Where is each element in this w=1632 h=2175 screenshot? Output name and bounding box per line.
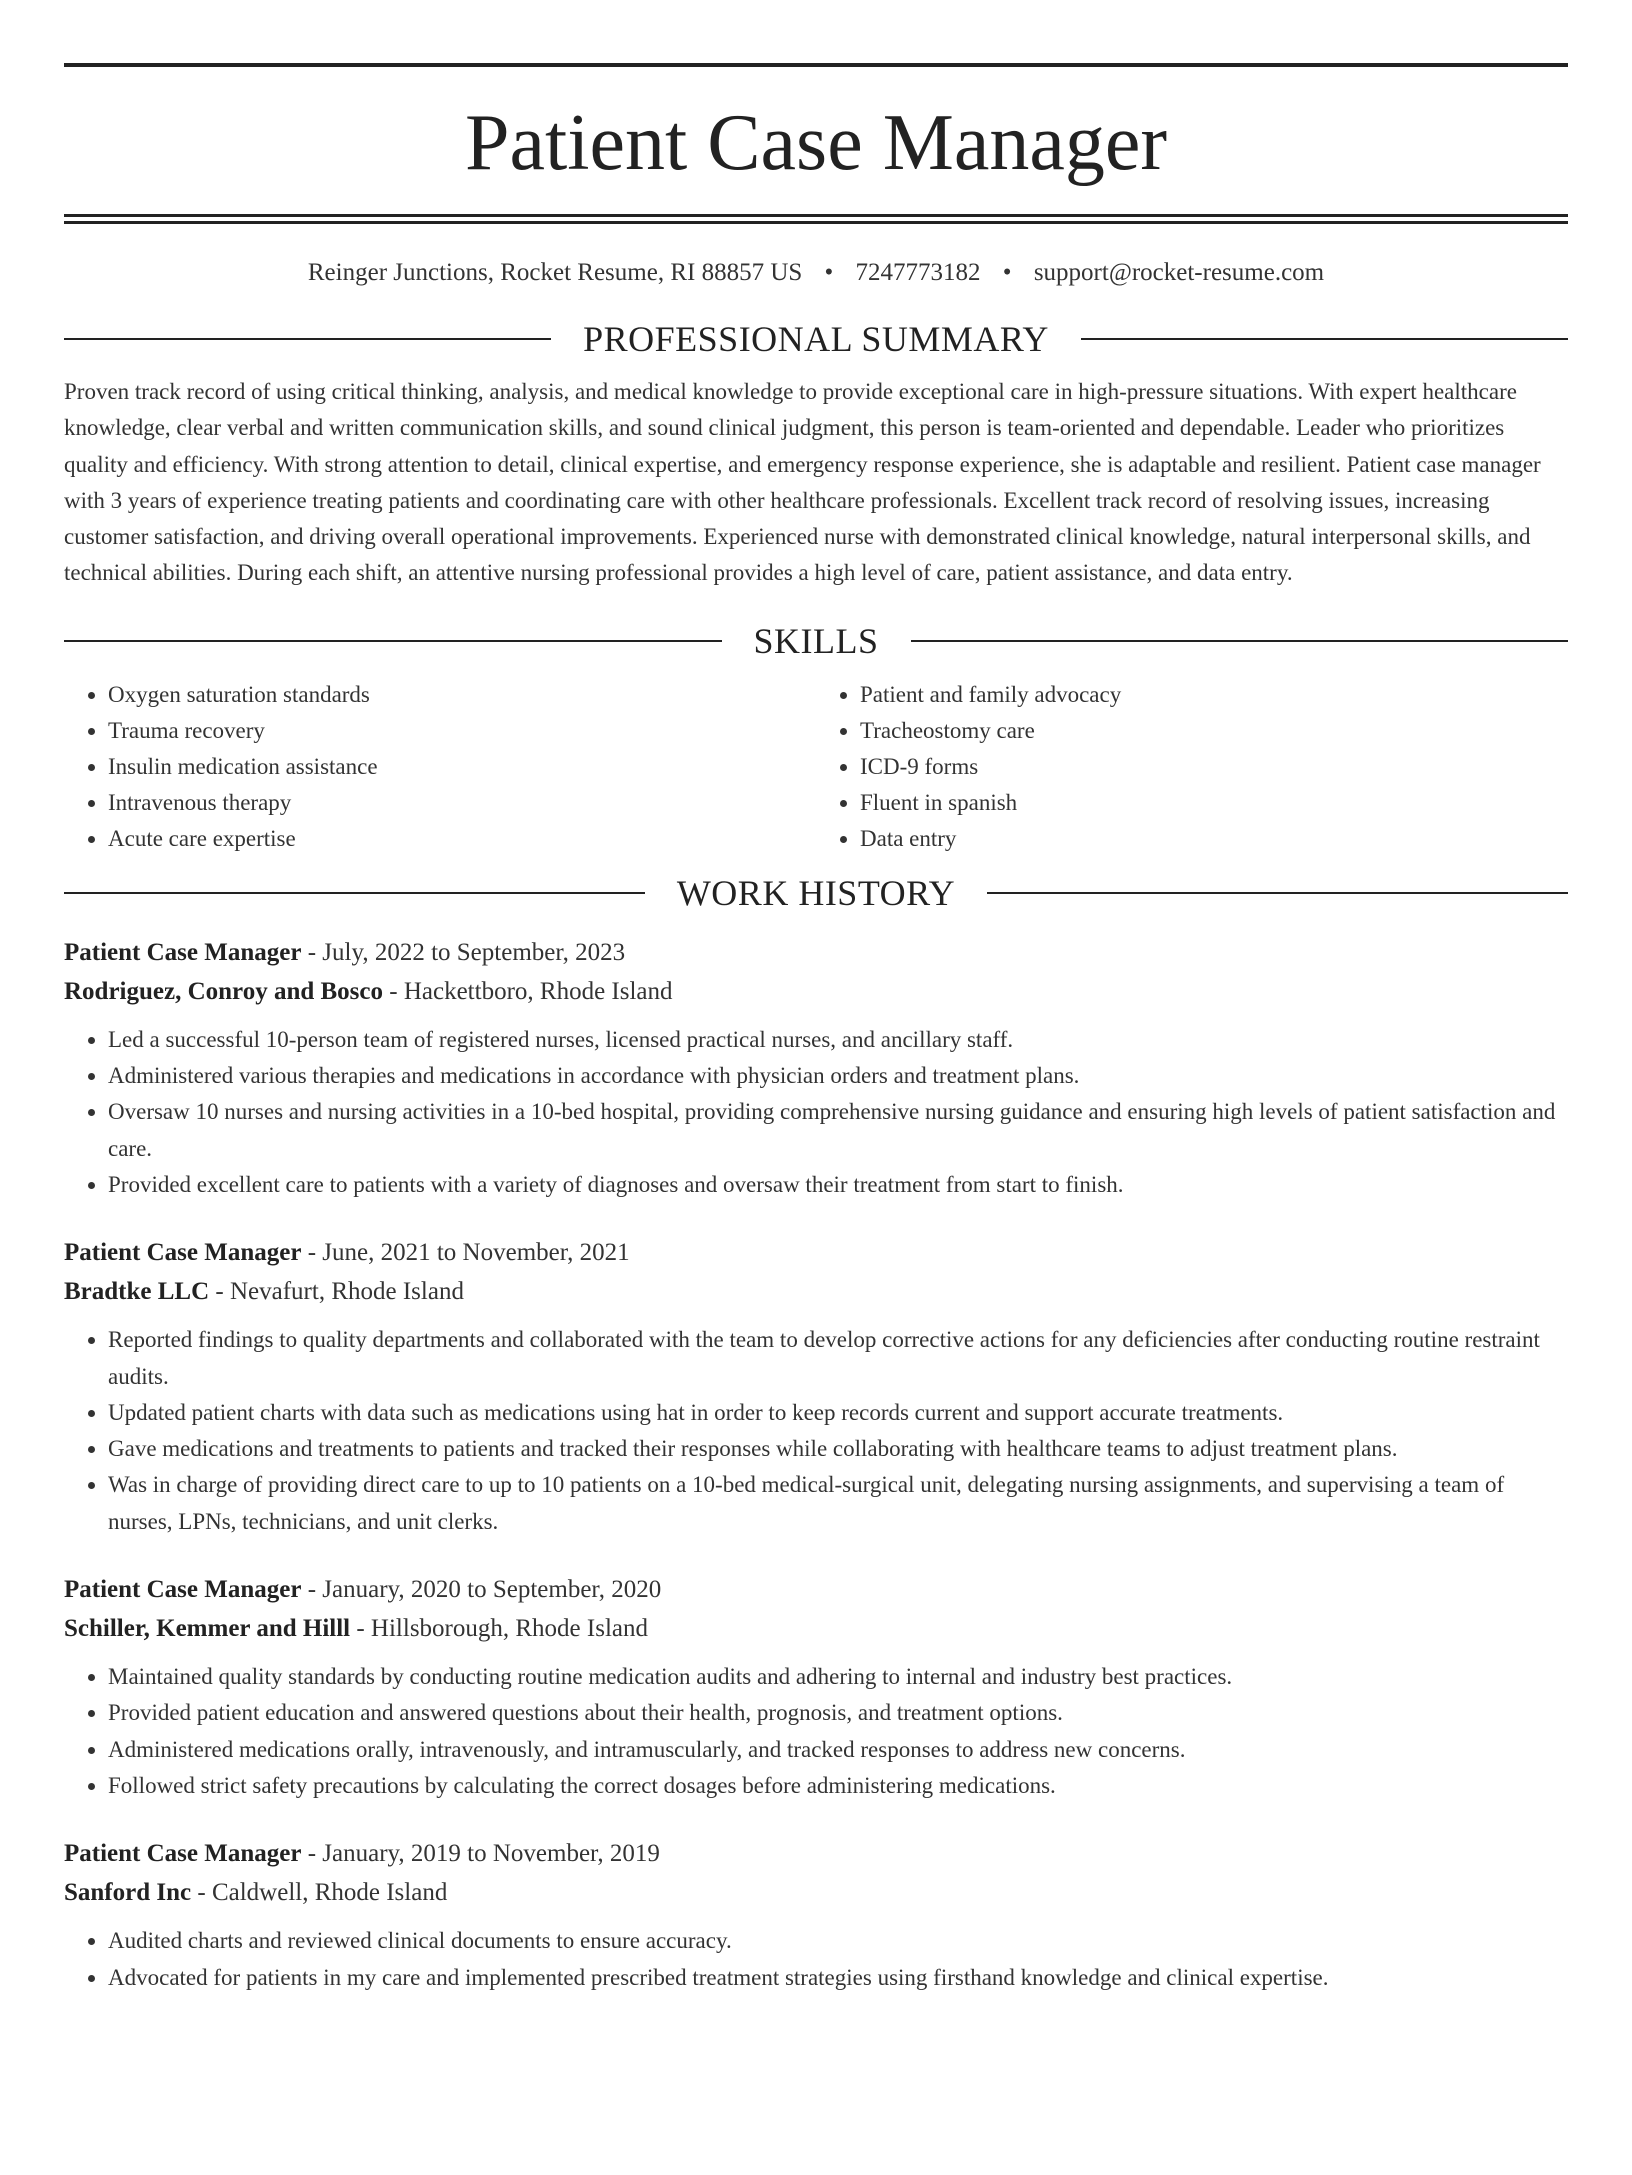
skill-item: • Fluent in spanish: [860, 785, 1568, 821]
skills-heading-title: SKILLS: [753, 620, 879, 661]
summary-heading-title: PROFESSIONAL SUMMARY: [583, 319, 1049, 359]
job-company-line: [64, 1272, 1568, 1311]
skill-item: • ICD-9 forms: [860, 749, 1568, 785]
heading-rule-right: [987, 892, 1568, 894]
job-dates: - January, 2020 to September, 2020: [301, 1576, 662, 1604]
heading-rule-right: [911, 640, 1569, 642]
contact-separator: •: [1002, 259, 1012, 286]
duty-item: • Reported findings to quality departments and collaborated with the team to develop corrective actions for any deficiencies after conducting routine restraint audits.: [108, 1322, 1568, 1395]
duty-item: • Administered various therapies and medications in accordance with physician orders and treatment plans.: [108, 1058, 1568, 1094]
skill-item: • Tracheostomy care: [860, 713, 1568, 749]
duty-item: • Updated patient charts with data such as medications using hat in order to keep records current and support accurate treatments.: [108, 1395, 1568, 1431]
job-dates: - June, 2021 to November, 2021: [301, 1239, 630, 1267]
duty-item: • Provided excellent care to patients with a variety of diagnoses and oversaw their treatment from start to finish.: [108, 1167, 1568, 1203]
contact-email[interactable]: support@rocket-resume.com: [1033, 259, 1325, 286]
job-title-line: [64, 933, 1568, 972]
job-company-line: [64, 972, 1568, 1011]
heading-rule-left: [64, 640, 722, 642]
job-duties: [64, 1022, 1568, 1203]
heading-rule-right: [1081, 338, 1568, 340]
job-duties: [64, 1923, 1568, 1996]
skills-heading: [64, 621, 1568, 661]
job-entry: [64, 1570, 1568, 1804]
duty-item: • Provided patient education and answered questions about their health, prognosis, and treatment options.: [108, 1695, 1568, 1731]
skills-column-left: [64, 677, 816, 857]
job-title-line: [64, 1233, 1568, 1272]
skill-item: • Acute care expertise: [108, 821, 816, 857]
duty-item: • Led a successful 10-person team of registered nurses, licensed practical nurses, and ancillary staff.: [108, 1022, 1568, 1058]
job-location: - Caldwell, Rhode Island: [191, 1879, 448, 1907]
job-title: Patient Case Manager: [64, 938, 302, 966]
duty-item: • Followed strict safety precautions by calculating the correct dosages before administering medications.: [108, 1768, 1568, 1804]
skill-item: • Insulin medication assistance: [108, 749, 816, 785]
job-dates: - July, 2022 to September, 2023: [301, 938, 626, 966]
duty-item: • Administered medications orally, intravenously, and intramuscularly, and tracked responses to address new concerns.: [108, 1732, 1568, 1768]
duty-item: • Oversaw 10 nurses and nursing activities in a 10-bed hospital, providing comprehensive nursing guidance and ensuring high levels of patient satisfaction and care.: [108, 1094, 1568, 1167]
job-company: Rodriguez, Conroy and Bosco: [64, 977, 384, 1005]
contact-line: [64, 257, 1568, 289]
job-company-line: [64, 1873, 1568, 1912]
skill-item: • Trauma recovery: [108, 713, 816, 749]
skills-list: [64, 677, 1568, 857]
skill-item: • Data entry: [860, 821, 1568, 857]
header-double-rule: [64, 214, 1568, 224]
job-title: Patient Case Manager: [64, 1576, 302, 1604]
job-dates: - January, 2019 to November, 2019: [301, 1840, 660, 1868]
job-title: Patient Case Manager: [64, 1840, 302, 1868]
skills-column-right: [816, 677, 1568, 857]
duty-item: • Gave medications and treatments to patients and tracked their responses while collaborating with healthcare teams to adjust treatment plans.: [108, 1431, 1568, 1467]
job-company: Sanford Inc: [64, 1879, 192, 1907]
skill-item: • Intravenous therapy: [108, 785, 816, 821]
job-title-line: [64, 1834, 1568, 1873]
skill-item: • Patient and family advocacy: [860, 677, 1568, 713]
job-title: Patient Case Manager: [64, 1239, 302, 1267]
job-company-line: [64, 1609, 1568, 1648]
candidate-name: Patient Case Manager: [465, 99, 1167, 187]
job-entry: [64, 1233, 1568, 1540]
header-top-rule: [64, 63, 1568, 67]
summary-heading: [64, 319, 1568, 359]
contact-address: Reinger Junctions, Rocket Resume, RI 88857 US: [307, 259, 803, 286]
work-heading-title: WORK HISTORY: [676, 872, 956, 913]
job-duties: [64, 1659, 1568, 1804]
heading-rule-left: [64, 338, 551, 340]
job-location: - Nevafurt, Rhode Island: [209, 1278, 464, 1306]
resume-page: [0, 63, 1632, 2175]
duty-item: • Advocated for patients in my care and implemented prescribed treatment strategies using firsthand knowledge and clinical expertise.: [108, 1960, 1568, 1996]
summary-text: Proven track record of using critical thinking, analysis, and medical knowledge to provide exceptional care in high-pressure situations. With expert healthcare knowledge, clear verbal and written communication skills, and sound clinical judgment, this person is team-oriented and dependable. Leader who prioritizes quality and efficiency. With strong attention to detail, clinical expertise, and emergency response experience, she is adaptable and resilient. Patient case manager with 3 years of experience treating patients and coordinating care with other healthcare professionals. Excellent track record of resolving issues, increasing customer satisfaction, and driving overall operational improvements. Experienced nurse with demonstrated clinical knowledge, natural interpersonal skills, and technical abilities. During each shift, an attentive nursing professional provides a high level of care, patient assistance, and data entry.: [64, 379, 1541, 586]
job-location: - Hillsborough, Rhode Island: [350, 1615, 648, 1643]
job-location: - Hackettboro, Rhode Island: [383, 977, 673, 1005]
work-heading: [64, 873, 1568, 913]
contact-phone[interactable]: 7247773182: [855, 259, 981, 286]
job-company: Bradtke LLC: [64, 1278, 210, 1306]
job-title-line: [64, 1570, 1568, 1609]
job-duties: [64, 1322, 1568, 1540]
skill-item: • Oxygen saturation standards: [108, 677, 816, 713]
job-entry: [64, 933, 1568, 1203]
duty-item: • Was in charge of providing direct care to up to 10 patients on a 10-bed medical-surgical unit, delegating nursing assignments, and supervising a team of nurses, LPNs, technicians, and unit clerks.: [108, 1467, 1568, 1540]
heading-rule-left: [64, 892, 645, 894]
contact-separator: •: [824, 259, 834, 286]
duty-item: • Maintained quality standards by conducting routine medication audits and adhering to internal and industry best practices.: [108, 1659, 1568, 1695]
duty-item: • Audited charts and reviewed clinical documents to ensure accuracy.: [108, 1923, 1568, 1959]
job-company: Schiller, Kemmer and Hilll: [64, 1615, 351, 1643]
job-entry: [64, 1834, 1568, 1996]
